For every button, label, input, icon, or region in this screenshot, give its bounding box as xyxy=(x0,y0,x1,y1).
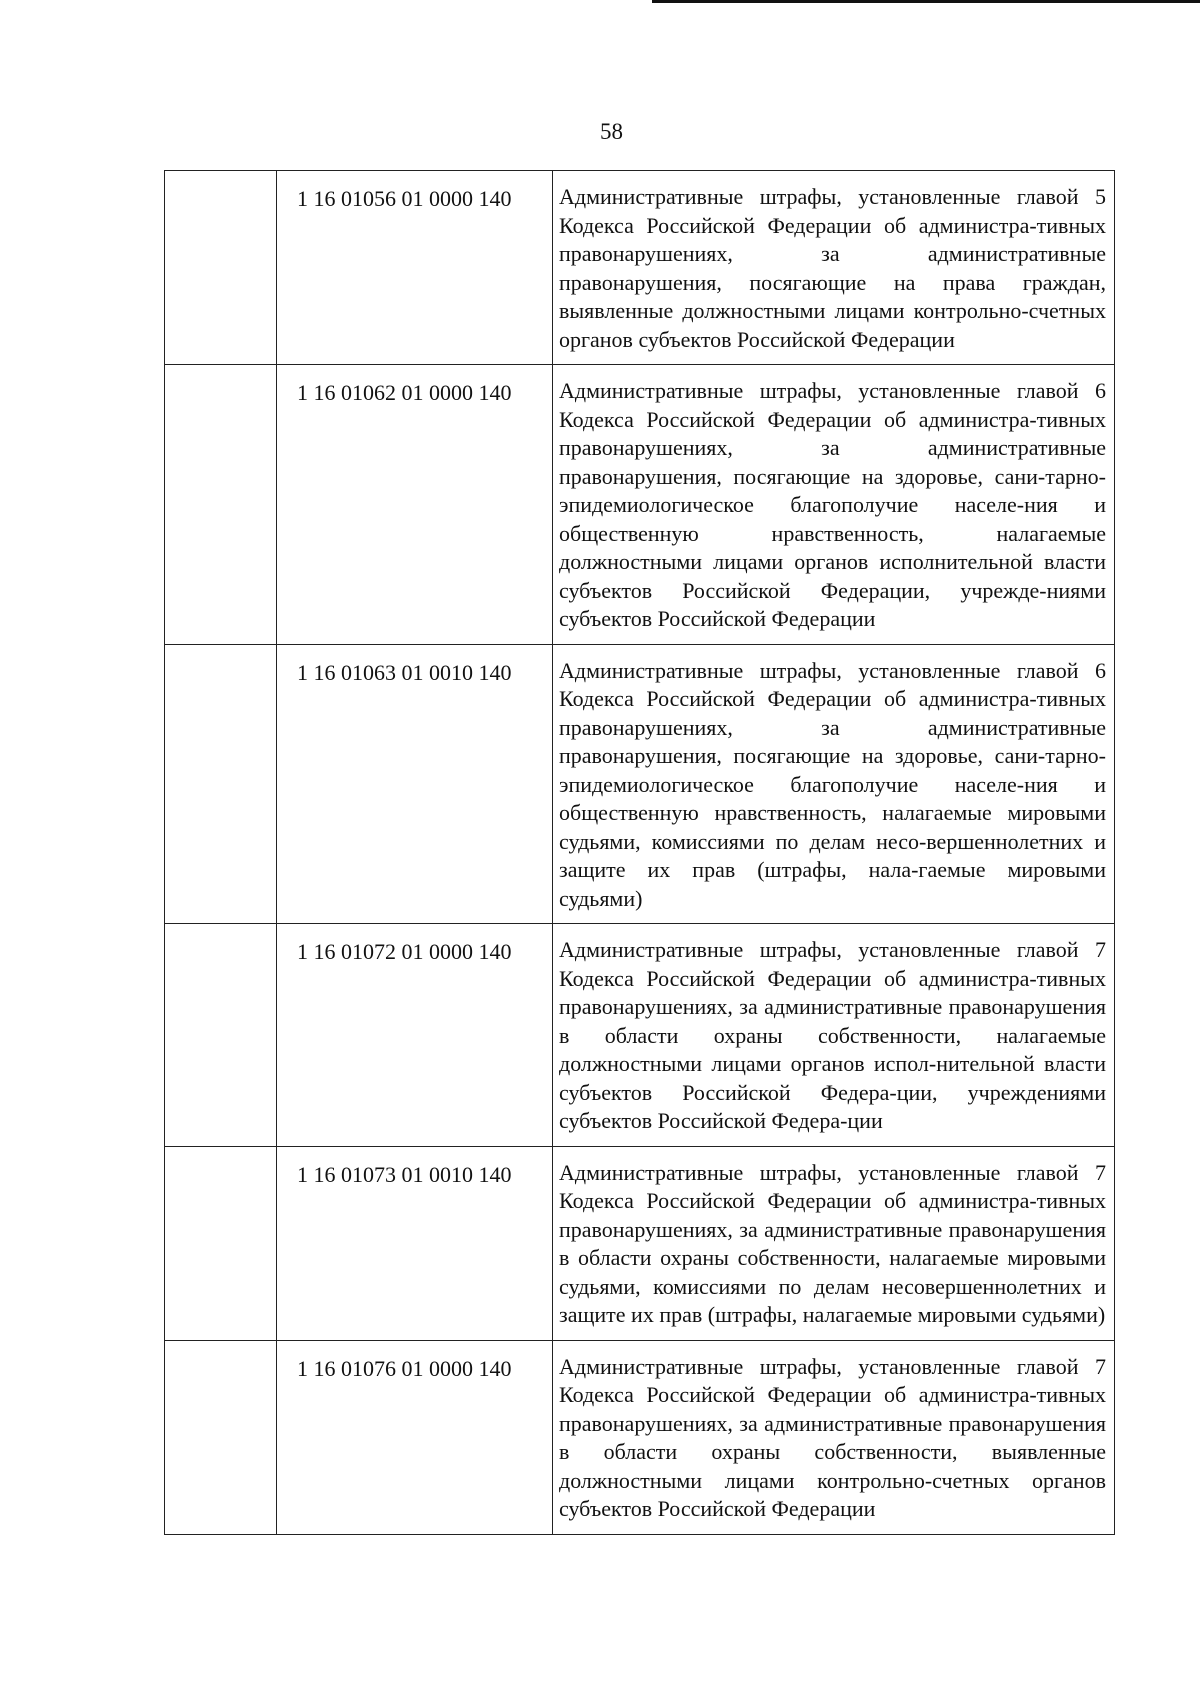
fine-description: Административные штрафы, установленные главой 7 Кодекса Российской Федерации об администра-тивных правонарушениях, за административные правонарушения в области охраны собственности, налагаемые мировыми судьями, комиссиями по делам несовершеннолетних и защите их прав (штрафы, налагаемые мировыми судьями) xyxy=(553,1146,1115,1340)
budget-code: 1 16 01063 01 0010 140 xyxy=(277,644,553,924)
fine-description: Административные штрафы, установленные главой 6 Кодекса Российской Федерации об администра-тивных правонарушениях, за административные правонарушения, посягающие на здоровье, сани-тарно-эпидемиологическое благополучие населе-ния и общественную нравственность, налагаемые должностными лицами органов исполнительной власти субъектов Российской Федерации, учрежде-ниями субъектов Российской Федерации xyxy=(553,365,1115,645)
table-row xyxy=(165,1146,1115,1340)
empty-cell xyxy=(165,1340,277,1534)
fine-description: Административные штрафы, установленные главой 5 Кодекса Российской Федерации об администра-тивных правонарушениях, за административные правонарушения, посягающие на права граждан, выявленные должностными лицами контрольно-счетных органов субъектов Российской Федерации xyxy=(553,171,1115,365)
table-row xyxy=(165,1340,1115,1534)
budget-code: 1 16 01073 01 0010 140 xyxy=(277,1146,553,1340)
table-row xyxy=(165,644,1115,924)
table-row xyxy=(165,924,1115,1147)
fine-description: Административные штрафы, установленные главой 6 Кодекса Российской Федерации об администра-тивных правонарушениях, за административные правонарушения, посягающие на здоровье, сани-тарно-эпидемиологическое благополучие населе-ния и общественную нравственность, налагаемые мировыми судьями, комиссиями по делам несо-вершеннолетних и защите их прав (штрафы, нала-гаемые мировыми судьями) xyxy=(553,644,1115,924)
fine-description: Административные штрафы, установленные главой 7 Кодекса Российской Федерации об администра-тивных правонарушениях, за административные правонарушения в области охраны собственности, налагаемые должностными лицами органов испол-нительной власти субъектов Российской Федера-ции, учреждениями субъектов Российской Федера-ции xyxy=(553,924,1115,1147)
budget-code: 1 16 01072 01 0000 140 xyxy=(277,924,553,1147)
fine-description: Административные штрафы, установленные главой 7 Кодекса Российской Федерации об администра-тивных правонарушениях, за административные правонарушения в области охраны собственности, выявленные должностными лицами контрольно-счетных органов субъектов Российской Федерации xyxy=(553,1340,1115,1534)
empty-cell xyxy=(165,1146,277,1340)
empty-cell xyxy=(165,644,277,924)
table-row xyxy=(165,365,1115,645)
top-rule xyxy=(652,0,1200,3)
page-number: 58 xyxy=(600,119,623,144)
budget-code: 1 16 01056 01 0000 140 xyxy=(277,171,553,365)
empty-cell xyxy=(165,171,277,365)
empty-cell xyxy=(165,924,277,1147)
budget-code: 1 16 01062 01 0000 140 xyxy=(277,365,553,645)
empty-cell xyxy=(165,365,277,645)
table-row xyxy=(165,171,1115,365)
fines-table xyxy=(164,170,1115,1535)
budget-code: 1 16 01076 01 0000 140 xyxy=(277,1340,553,1534)
